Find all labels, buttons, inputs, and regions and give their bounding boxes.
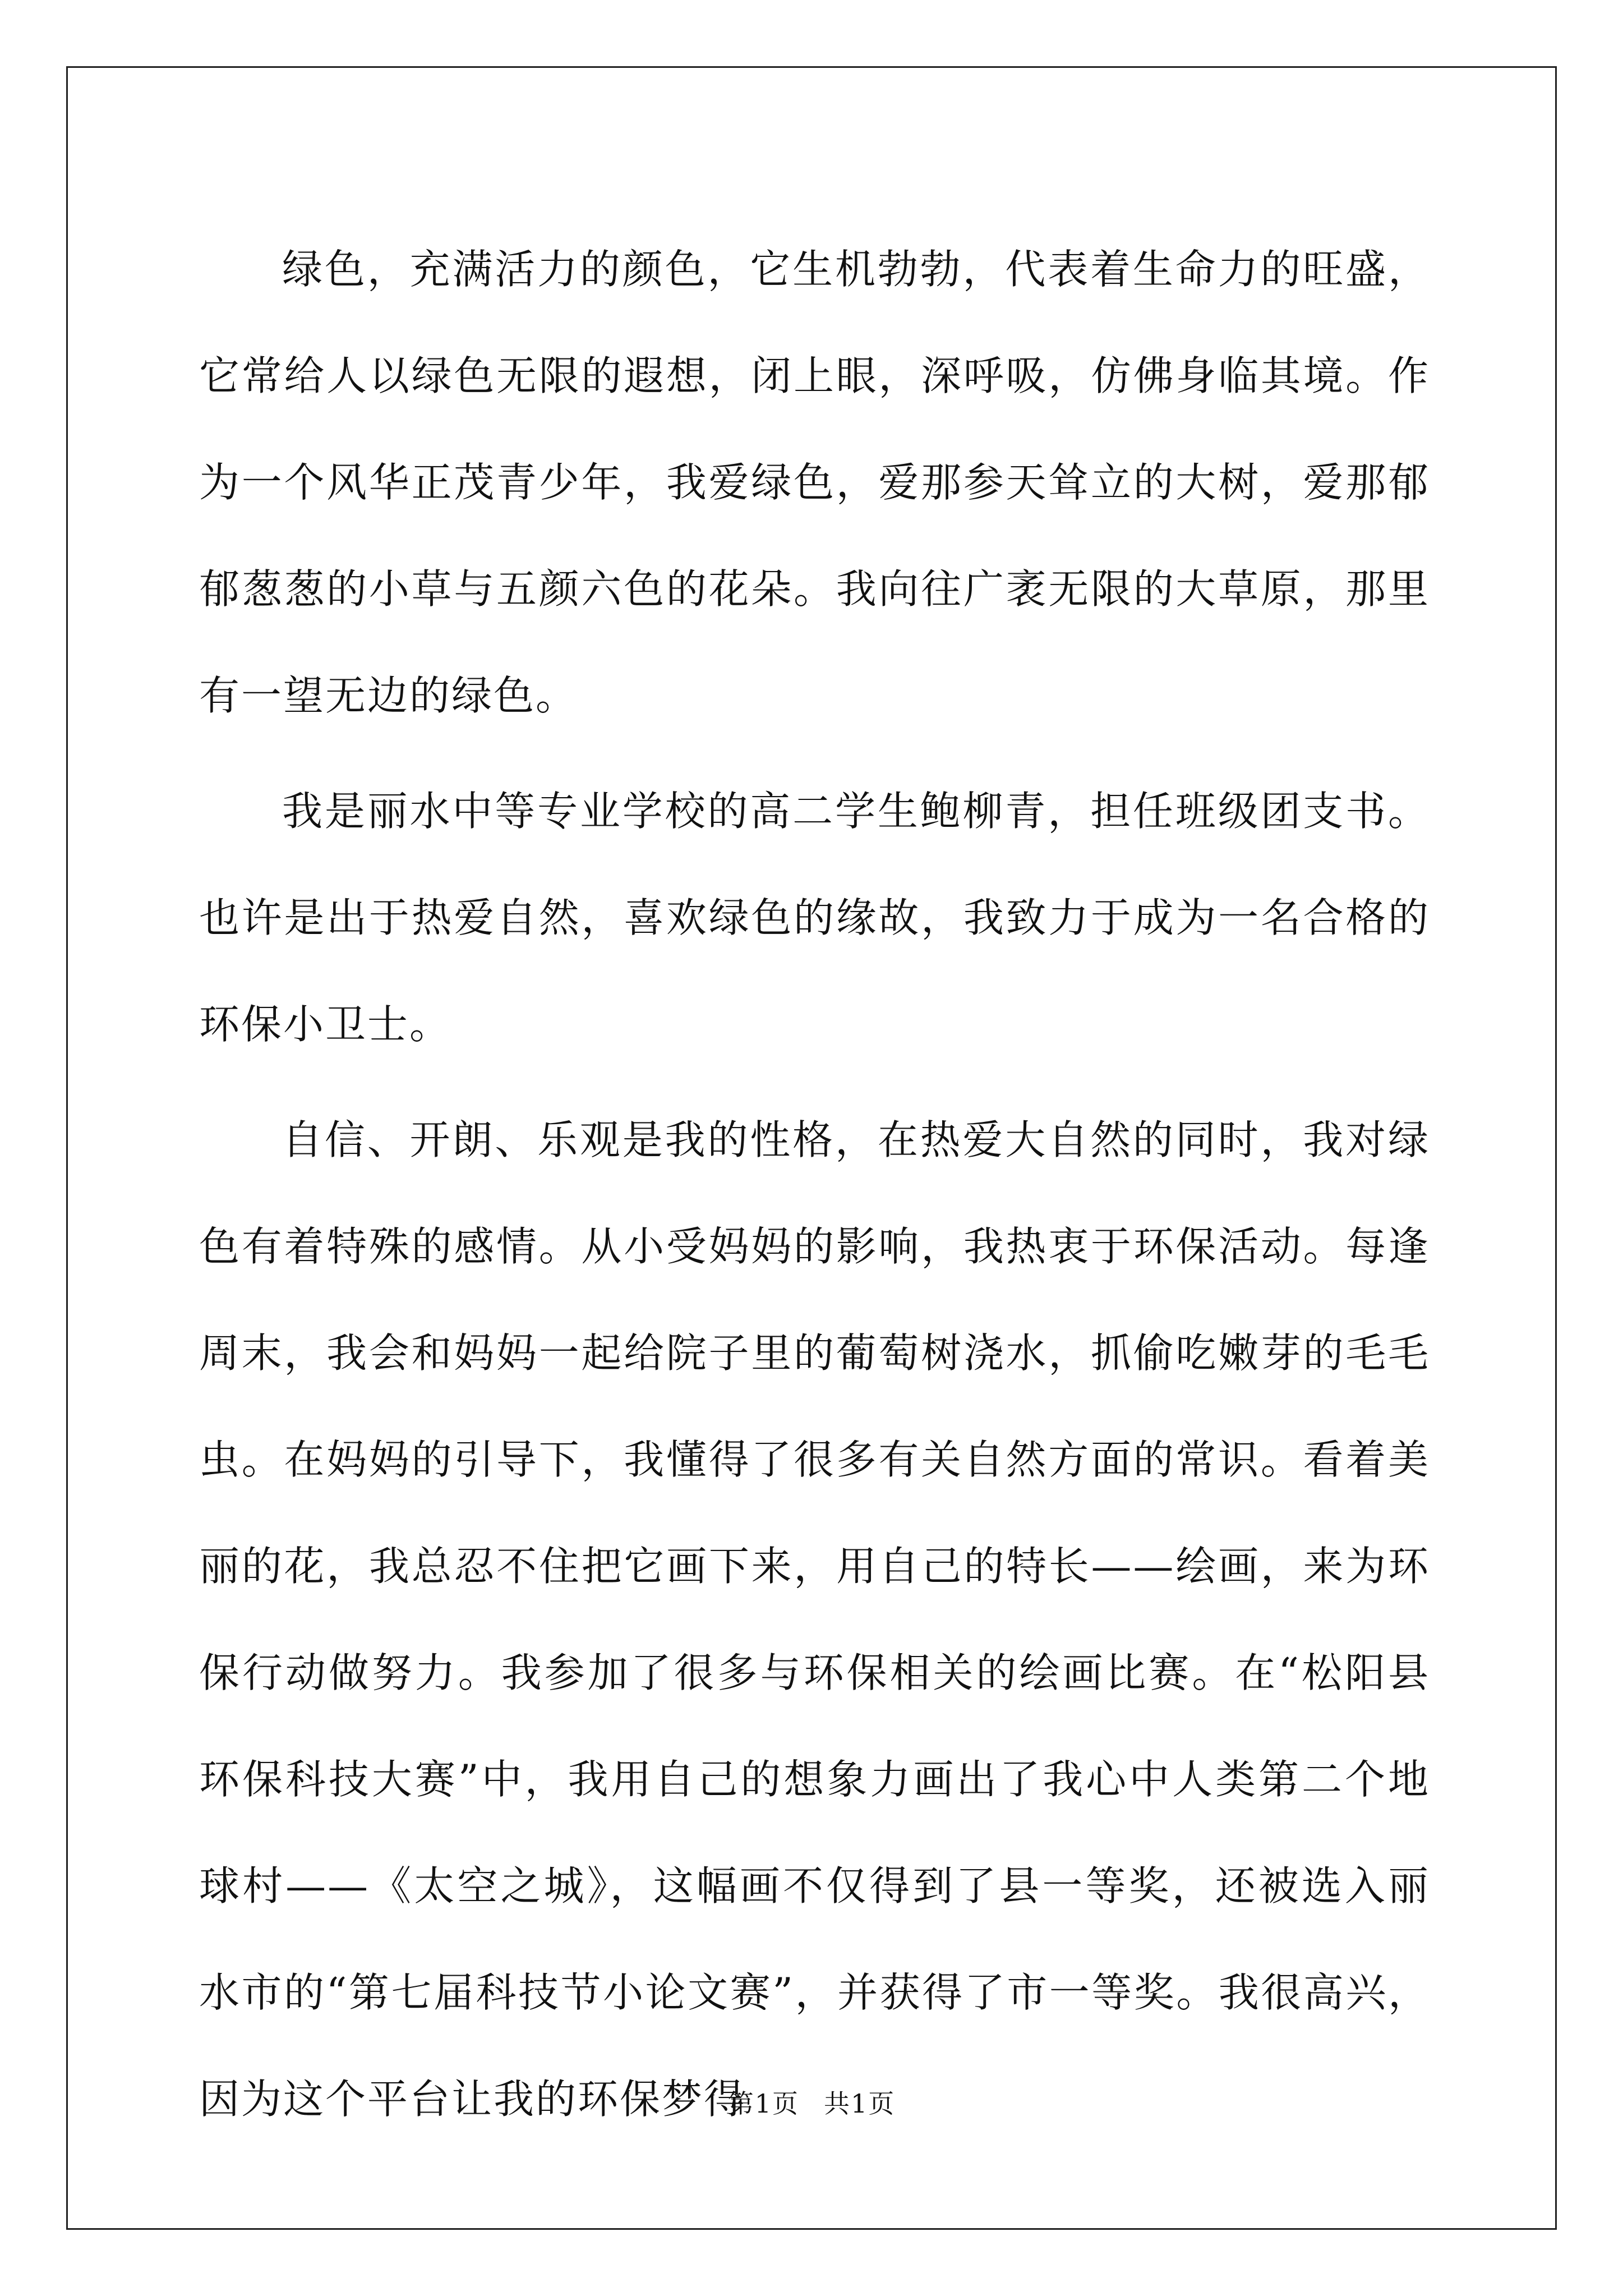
page-number-total: 共1页 bbox=[824, 2088, 896, 2119]
paragraph-3: 自信、开朗、乐观是我的性格，在热爱大自然的同时，我对绿色有着特殊的感情。从小受妈妈的影响，我热衷于环保活动。每逢周末，我会和妈妈一起给院子里的葡萄树浇水，抓偷吃嫩芽的毛毛虫。在妈妈的引导下，我懂得了很多有关自然方面的常识。看着美丽的花，我总忍不住把它画下来，用自己的特长——绘画，来为环保行动做努力。我参加了很多与环保相关的绘画比赛。在“松阳县环保科技大赛”中，我用自己的想象力画出了我心中人类第二个地球村——《太空之城》，这幅画不仅得到了县一等奖，还被选入丽水市的“第七届科技节小论文赛”，并获得了市一等奖。我很高兴，因为这个平台让我的环保梦得 bbox=[199, 1116, 1430, 2123]
page-footer bbox=[0, 2087, 1623, 2120]
paragraph-1: 绿色，充满活力的颜色，它生机勃勃，代表着生命力的旺盛，它常给人以绿色无限的遐想，闭上眼，深呼吸，仿佛身临其境。作为一个风华正茂青少年，我爱绿色，爱那参天耸立的大树，爱那郁郁葱葱的小草与五颜六色的花朵。我向往广袤无限的大草原，那里有一望无边的绿色。 bbox=[199, 246, 1430, 719]
page-number-current: 第1页 bbox=[727, 2088, 799, 2119]
paragraph-2: 我是丽水中等专业学校的高二学生鲍柳青，担任班级团支书。也许是出于热爱自然，喜欢绿色的缘故，我致力于成为一名合格的环保小卫士。 bbox=[199, 788, 1430, 1048]
document-body bbox=[199, 216, 1430, 2161]
